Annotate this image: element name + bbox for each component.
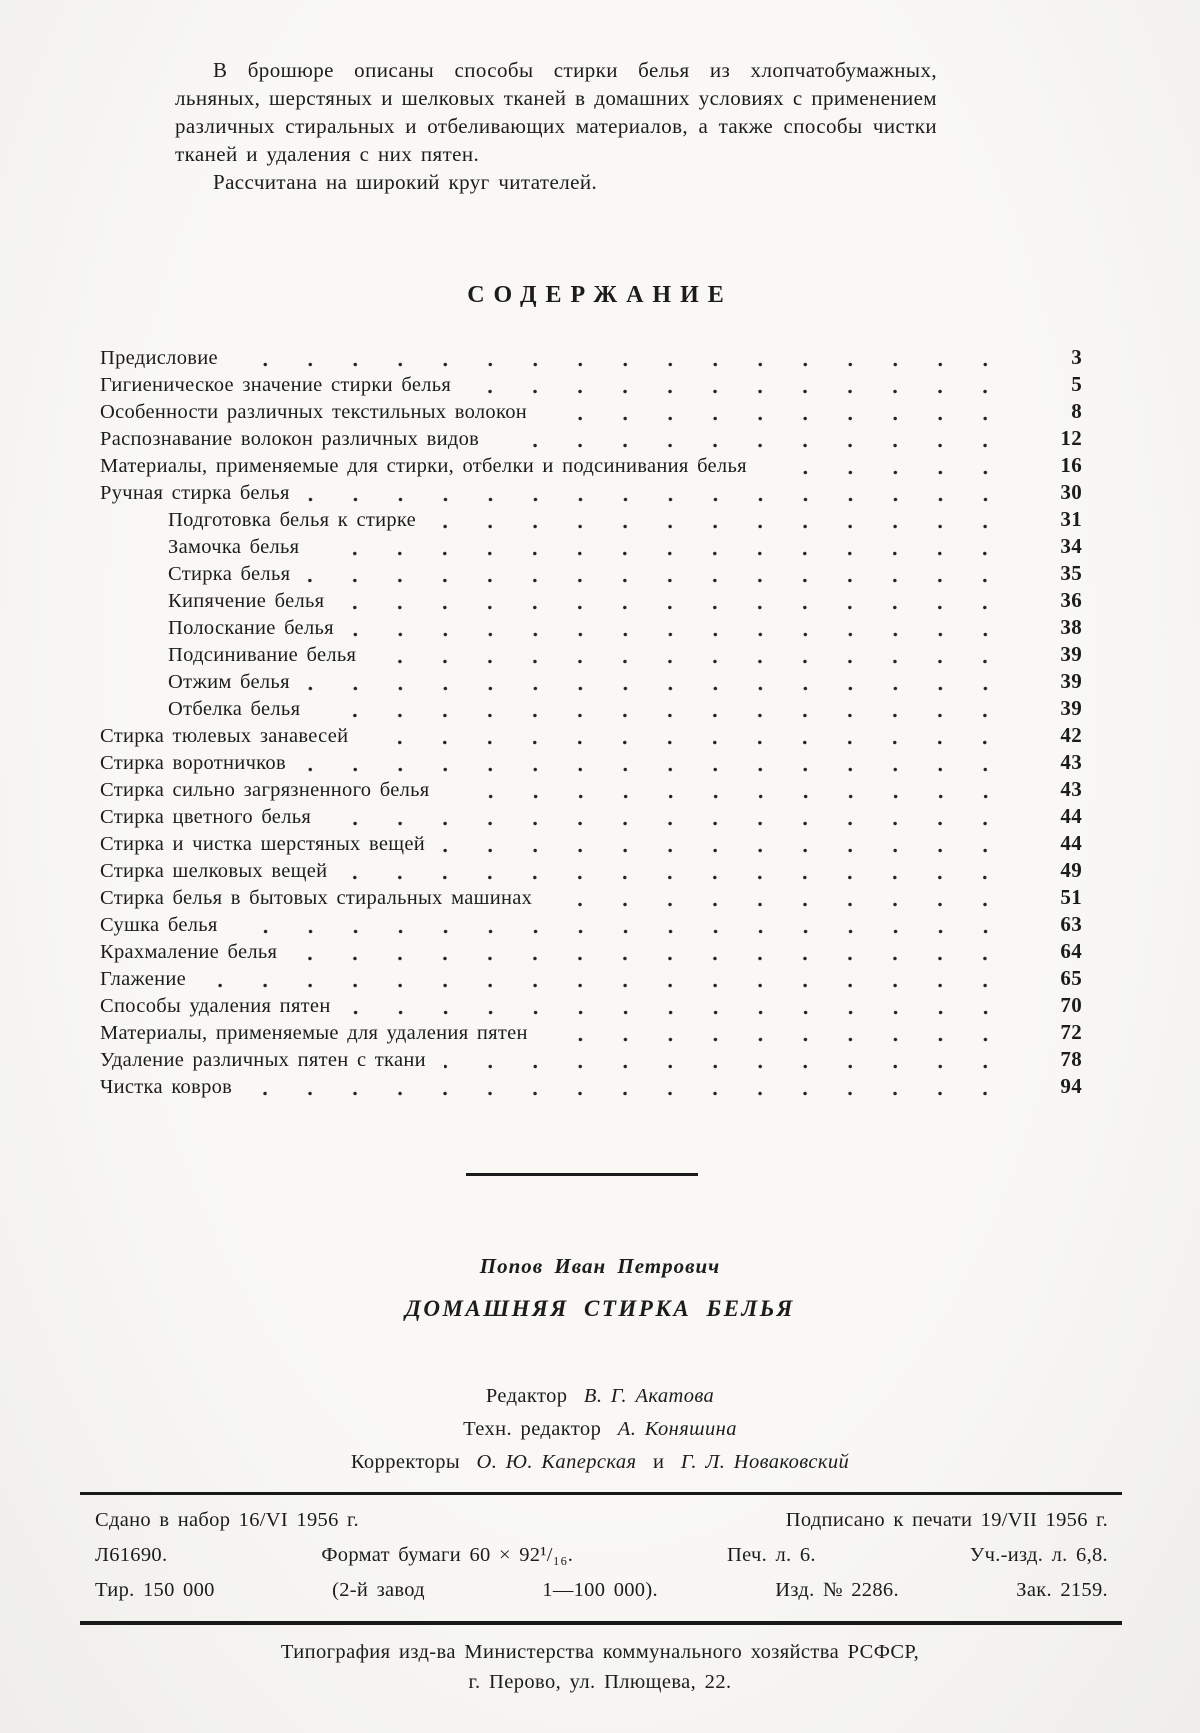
toc-page-number: 16 xyxy=(1060,453,1082,477)
toc-entry-label: Крахмаление белья xyxy=(100,941,278,963)
toc-page-number: 34 xyxy=(1060,534,1082,558)
toc-dot-leader xyxy=(352,631,1028,638)
toc-entry-label: Сушка белья xyxy=(100,914,218,936)
toc-row xyxy=(100,1047,1082,1074)
toc-list xyxy=(100,345,1082,1101)
corrector-name-1: О. Ю. Каперская xyxy=(476,1451,637,1473)
toc-row xyxy=(100,372,1082,399)
editor-label: Редактор xyxy=(485,1385,568,1407)
toc-entry-label: Глажение xyxy=(100,968,187,990)
toc-page-number: 64 xyxy=(1060,939,1082,963)
toc-row xyxy=(100,1074,1082,1101)
toc-entry-label: Особенности различных текстильных волокон xyxy=(100,401,528,423)
toc-page-number: 39 xyxy=(1060,642,1082,666)
toc-dot-leader xyxy=(444,1063,1028,1070)
toc-page-number: 94 xyxy=(1060,1074,1082,1098)
toc-dot-leader xyxy=(448,793,1028,800)
toc-dot-leader xyxy=(318,712,1028,719)
toc-dot-leader xyxy=(236,928,1028,935)
toc-heading: СОДЕРЖАНИЕ xyxy=(467,282,733,308)
toc-dot-leader xyxy=(342,604,1028,611)
toc-page-number: 12 xyxy=(1060,426,1082,450)
toc-row xyxy=(100,750,1082,777)
imprint-order-number: Зак. 2159. xyxy=(1016,1579,1108,1601)
toc-dot-leader xyxy=(765,469,1028,476)
toc-dot-leader xyxy=(434,523,1028,530)
toc-entry-label: Материалы, применяемые для стирки, отбелки и подсинивания белья xyxy=(100,455,747,477)
toc-page-number: 63 xyxy=(1060,912,1082,936)
toc-dot-leader xyxy=(546,1036,1028,1043)
toc-dot-leader xyxy=(469,388,1028,395)
toc-entry-label: Удаление различных пятен с ткани xyxy=(100,1049,426,1071)
toc-dot-leader xyxy=(349,1009,1028,1016)
toc-row xyxy=(100,480,1082,507)
toc-page-number: 44 xyxy=(1060,804,1082,828)
toc-dot-leader xyxy=(329,820,1028,827)
annotation-audience-line: Рассчитана на широкий круг читателей. xyxy=(213,170,598,194)
toc-page-number: 8 xyxy=(1071,399,1082,423)
printer-name: Типография изд-ва Министерства коммунального хозяйства РСФСР, xyxy=(280,1641,920,1663)
toc-row xyxy=(100,399,1082,426)
toc-dot-leader xyxy=(304,766,1028,773)
toc-row xyxy=(100,723,1082,750)
tech-editor-label: Техн. редактор xyxy=(463,1418,602,1440)
toc-row xyxy=(100,966,1082,993)
toc-page-number: 43 xyxy=(1060,750,1082,774)
toc-dot-leader xyxy=(204,982,1028,989)
tech-editor-line xyxy=(0,1413,1200,1446)
toc-row xyxy=(100,939,1082,966)
toc-page-number: 3 xyxy=(1071,345,1082,369)
section-divider xyxy=(466,1173,698,1176)
annotation-block xyxy=(175,56,937,196)
toc-row xyxy=(100,831,1082,858)
toc-dot-leader xyxy=(345,874,1028,881)
toc-dot-leader xyxy=(295,955,1028,962)
correctors-label: Корректоры xyxy=(350,1451,461,1473)
credits-block xyxy=(0,1380,1200,1479)
toc-entry-label: Стирка цветного белья xyxy=(100,806,312,828)
imprint-paper-format: Формат бумаги 60 × 92¹/₁₆. xyxy=(321,1544,574,1566)
toc-row xyxy=(100,561,1082,588)
toc-entry-label: Подготовка белья к стирке xyxy=(168,509,417,531)
toc-entry-label: Стирка и чистка шерстяных вещей xyxy=(100,833,426,855)
toc-entry-label: Стирка тюлевых занавесей xyxy=(100,725,349,747)
toc-row xyxy=(100,507,1082,534)
toc-page-number: 78 xyxy=(1060,1047,1082,1071)
toc-page-number: 35 xyxy=(1060,561,1082,585)
imprint-row xyxy=(95,1538,1108,1573)
imprint-copies-range: 1—100 000). xyxy=(542,1579,658,1601)
toc-page-number: 30 xyxy=(1060,480,1082,504)
toc-entry-label: Предисловие xyxy=(100,347,218,369)
toc-entry-label: Замочка белья xyxy=(168,536,300,558)
toc-row xyxy=(100,885,1082,912)
toc-row xyxy=(100,426,1082,453)
toc-entry-label: Стирка белья xyxy=(168,563,291,585)
imprint-top-rule xyxy=(80,1492,1122,1495)
toc-page-number: 65 xyxy=(1060,966,1082,990)
imprint-bottom-rule xyxy=(80,1621,1122,1625)
toc-row xyxy=(100,858,1082,885)
toc-entry-label: Отбелка белья xyxy=(168,698,301,720)
toc-row xyxy=(100,345,1082,372)
toc-page-number: 70 xyxy=(1060,993,1082,1017)
toc-row xyxy=(100,1020,1082,1047)
imprint-edition-number: Изд. № 2286. xyxy=(775,1579,899,1601)
toc-page-number: 51 xyxy=(1060,885,1082,909)
toc-row xyxy=(100,642,1082,669)
toc-entry-label: Стирка воротничков xyxy=(100,752,286,774)
toc-entry-label: Чистка ковров xyxy=(100,1076,233,1098)
toc-row xyxy=(100,993,1082,1020)
correctors-line xyxy=(0,1446,1200,1479)
imprint-printed-sheets: Печ. л. 6. xyxy=(727,1544,816,1566)
toc-dot-leader xyxy=(374,658,1028,665)
toc-entry-label: Отжим белья xyxy=(168,671,290,693)
printer-address-block xyxy=(0,1637,1200,1697)
book-title: ДОМАШНЯЯ СТИРКА БЕЛЬЯ xyxy=(405,1296,795,1321)
toc-page-number: 44 xyxy=(1060,831,1082,855)
toc-row xyxy=(100,696,1082,723)
toc-page-number: 38 xyxy=(1060,615,1082,639)
toc-row xyxy=(100,534,1082,561)
imprint-publisher-sheets: Уч.-изд. л. 6,8. xyxy=(969,1544,1108,1566)
toc-page-number: 49 xyxy=(1060,858,1082,882)
annotation-paragraph: В брошюре описаны способы стирки белья из хлопчатобумажных, льняных, шерстяных и шелковых тканей в домашних условиях с применением различных стиральных и отбеливающих материалов, а также способы чистки тканей и удаления с них пятен. xyxy=(175,58,937,166)
toc-page-number: 39 xyxy=(1060,696,1082,720)
toc-entry-label: Способы удаления пятен xyxy=(100,995,331,1017)
toc-dot-leader xyxy=(317,550,1028,557)
toc-entry-label: Полоскание белья xyxy=(168,617,334,639)
imprint-order-code: Л61690. xyxy=(95,1544,168,1566)
correctors-conjunction: и xyxy=(652,1451,665,1473)
toc-dot-leader xyxy=(545,415,1028,422)
corrector-name-2: Г. Л. Новаковский xyxy=(680,1451,850,1473)
toc-dot-leader xyxy=(308,577,1028,584)
toc-page-number: 39 xyxy=(1060,669,1082,693)
toc-page-number: 31 xyxy=(1060,507,1082,531)
printer-address: г. Перово, ул. Плющева, 22. xyxy=(468,1671,732,1693)
imprint-row xyxy=(95,1503,1108,1538)
toc-row xyxy=(100,615,1082,642)
toc-entry-label: Кипячение белья xyxy=(168,590,325,612)
toc-row xyxy=(100,777,1082,804)
editor-name: В. Г. Акатова xyxy=(583,1385,715,1407)
toc-row xyxy=(100,588,1082,615)
toc-entry-label: Подсинивание белья xyxy=(168,644,357,666)
toc-dot-leader xyxy=(550,901,1028,908)
author-name: Попов Иван Петрович xyxy=(479,1254,721,1278)
toc-page-number: 36 xyxy=(1060,588,1082,612)
editor-line xyxy=(0,1380,1200,1413)
toc-row xyxy=(100,453,1082,480)
toc-row xyxy=(100,912,1082,939)
toc-entry-label: Распознавание волокон различных видов xyxy=(100,428,480,450)
toc-entry-label: Гигиеническое значение стирки белья xyxy=(100,374,452,396)
toc-entry-label: Стирка шелковых вещей xyxy=(100,860,328,882)
toc-page-number: 42 xyxy=(1060,723,1082,747)
imprint-row xyxy=(95,1573,1108,1608)
toc-entry-label: Стирка сильно загрязненного белья xyxy=(100,779,430,801)
toc-dot-leader xyxy=(497,442,1028,449)
imprint-print-date: Подписано к печати 19/VII 1956 г. xyxy=(785,1509,1108,1531)
imprint-block xyxy=(95,1503,1108,1608)
toc-entry-label: Ручная стирка белья xyxy=(100,482,290,504)
toc-row xyxy=(100,669,1082,696)
toc-entry-label: Материалы, применяемые для удаления пятен xyxy=(100,1022,528,1044)
toc-page-number: 72 xyxy=(1060,1020,1082,1044)
imprint-print-run: Тир. 150 000 xyxy=(95,1579,215,1601)
toc-dot-leader xyxy=(366,739,1028,746)
toc-dot-leader xyxy=(308,496,1028,503)
toc-dot-leader xyxy=(236,361,1028,368)
toc-row xyxy=(100,804,1082,831)
tech-editor-name: А. Коняшина xyxy=(617,1418,737,1440)
toc-dot-leader xyxy=(443,847,1028,854)
toc-page-number: 5 xyxy=(1071,372,1082,396)
toc-entry-label: Стирка белья в бытовых стиральных машинах xyxy=(100,887,533,909)
imprint-typeset-date: Сдано в набор 16/VI 1956 г. xyxy=(95,1509,359,1531)
toc-dot-leader xyxy=(308,685,1028,692)
toc-page-number: 43 xyxy=(1060,777,1082,801)
imprint-plant: (2-й завод xyxy=(332,1579,425,1601)
toc-dot-leader xyxy=(250,1090,1028,1097)
